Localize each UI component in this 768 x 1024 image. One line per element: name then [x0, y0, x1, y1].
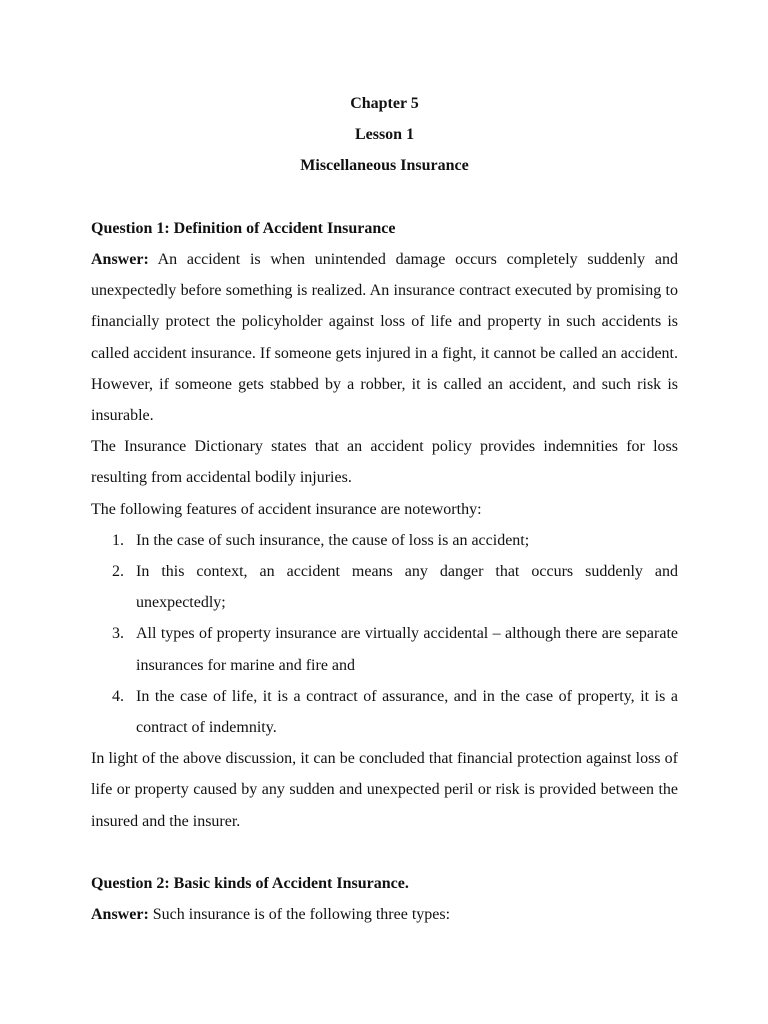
- list-item-text: In this context, an accident means any danger that occurs suddenly and unexpectedly;: [136, 563, 678, 612]
- list-item: [91, 525, 678, 556]
- answer-label: Answer:: [91, 251, 149, 268]
- list-item: [91, 618, 678, 680]
- question-2-answer: [91, 899, 678, 930]
- dictionary-paragraph: The Insurance Dictionary states that an accident policy provides indemnities for loss resulting from accidental bodily injuries.: [91, 438, 678, 487]
- question-1-answer: [91, 244, 678, 431]
- list-item: [91, 556, 678, 618]
- list-item-text: In the case of life, it is a contract of assurance, and in the case of property, it is a contract of indemnity.: [136, 687, 678, 737]
- list-number: 1.: [112, 531, 124, 549]
- list-number: 2.: [112, 563, 124, 581]
- list-item-text: All types of property insurance are virtually accidental – although there are separate insurances for marine and fire and: [136, 625, 678, 674]
- question-1-heading: Question 1: Definition of Accident Insurance: [91, 219, 396, 237]
- list-number: 3.: [112, 625, 124, 643]
- conclusion-paragraph: In light of the above discussion, it can be concluded that financial protection against loss of life or property caused by any sudden and unexpected peril or risk is provided between the insured and the insurer.: [91, 750, 678, 830]
- list-number: 4.: [112, 687, 124, 705]
- spacer: [91, 182, 678, 213]
- answer-text: An accident is when unintended damage occurs completely suddenly and unexpectedly before something is realized. An insurance contract executed by promising to financially protect the policyholder against loss of life and property in such accidents is called accident insurance. If someone gets injured in a fight, it cannot be called an accident. However, if someone gets stabbed by a robber, it is called an accident, and such risk is insurable.: [91, 251, 678, 425]
- answer-label: Answer:: [91, 906, 149, 924]
- lesson-title: Lesson 1: [354, 126, 415, 144]
- list-item-text: In the case of such insurance, the cause of loss is an accident;: [136, 531, 530, 549]
- features-intro: The following features of accident insurance are noteworthy:: [91, 500, 482, 518]
- document-page: [91, 88, 678, 930]
- chapter-title: Chapter 5: [350, 95, 419, 112]
- spacer: [91, 837, 678, 868]
- list-item: [91, 681, 678, 743]
- features-list: [91, 525, 678, 743]
- question-2-heading: Question 2: Basic kinds of Accident Insurance.: [91, 875, 409, 893]
- answer-text: Such insurance is of the following three types:: [148, 906, 451, 924]
- document-title: Miscellaneous Insurance: [300, 157, 469, 175]
